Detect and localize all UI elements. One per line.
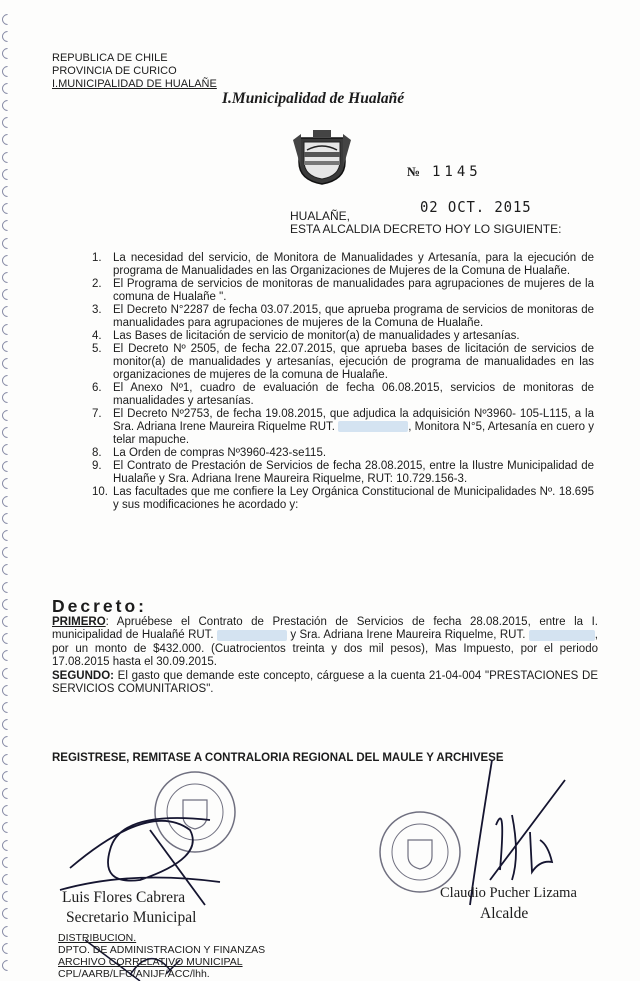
mayor-seal-icon bbox=[380, 812, 460, 892]
binding-ring-icon bbox=[0, 683, 15, 699]
binding-ring-icon bbox=[0, 614, 15, 630]
consideration-item: 9. El Contrato de Prestación de Servicios de fecha 28.08.2015, entre la Ilustre Municipalidad de Hualañe y Sra. Adriana Irene Maureira Riquelme, RUT: 10.729.156-3. bbox=[92, 460, 594, 485]
binding-ring-icon bbox=[0, 700, 15, 716]
binding-ring-icon bbox=[0, 12, 15, 28]
binding-ring-icon bbox=[0, 631, 15, 647]
binding-ring-icon bbox=[0, 786, 15, 802]
binding-ring-icon bbox=[0, 665, 15, 681]
province-line: PROVINCIA DE CURICO bbox=[52, 65, 177, 77]
binding-ring-icon bbox=[0, 717, 15, 733]
mayor-name: Claudio Pucher Lizama bbox=[440, 885, 577, 901]
spiral-binding bbox=[0, 0, 18, 981]
binding-ring-icon bbox=[0, 562, 15, 578]
binding-ring-icon bbox=[0, 769, 15, 785]
secretary-name: Luis Flores Cabrera bbox=[62, 889, 186, 906]
secretary-seal-icon bbox=[155, 772, 235, 852]
binding-ring-icon bbox=[0, 648, 15, 664]
place-and-intro bbox=[290, 210, 561, 236]
binding-ring-icon bbox=[0, 545, 15, 561]
binding-ring-icon bbox=[0, 528, 15, 544]
date-stamp: 02 OCT. 2015 bbox=[420, 198, 532, 216]
binding-ring-icon bbox=[0, 597, 15, 613]
decree-number: 1145 bbox=[432, 164, 482, 180]
consideration-item: 8. La Orden de compras Nº3960-423-se115. bbox=[92, 447, 327, 459]
closing-statement: REGISTRESE, REMITASE A CONTRALORIA REGIONAL DEL MAULE Y ARCHIVESE bbox=[52, 752, 504, 764]
binding-ring-icon bbox=[0, 941, 15, 957]
binding-ring-icon bbox=[0, 855, 15, 871]
decree-intro: ESTA ALCALDIA DECRETO HOY LO SIGUIENTE: bbox=[290, 222, 562, 236]
binding-ring-icon bbox=[0, 339, 15, 355]
consideration-item: 10. Las facultades que me confiere la Ley Orgánica Constitucional de Municipalidades Nº. 18.695 y sus modificaciones he acordado y: bbox=[92, 486, 594, 511]
republic-line: REPUBLICA DE CHILE bbox=[52, 52, 168, 64]
mayor-title: Alcalde bbox=[480, 905, 529, 922]
binding-ring-icon bbox=[0, 734, 15, 750]
binding-ring-icon bbox=[0, 149, 15, 165]
binding-ring-icon bbox=[0, 98, 15, 114]
binding-ring-icon bbox=[0, 115, 15, 131]
binding-ring-icon bbox=[0, 837, 15, 853]
binding-ring-icon bbox=[0, 511, 15, 527]
binding-ring-icon bbox=[0, 29, 15, 45]
binding-ring-icon bbox=[0, 63, 15, 79]
redacted-rut bbox=[529, 630, 595, 641]
binding-ring-icon bbox=[0, 803, 15, 819]
binding-ring-icon bbox=[0, 46, 15, 62]
segundo-paragraph: SEGUNDO: El gasto que demande este concepto, cárguese a la cuenta 21-04-004 "PRESTACIONES DE SERVICIOS COMUNITARIOS". bbox=[52, 669, 598, 696]
distribution-label: DISTRIBUCION. bbox=[58, 932, 137, 944]
consideration-item: 4. Las Bases de licitación de servicio de monitor(a) de manualidades y artesanías. bbox=[92, 330, 520, 342]
binding-ring-icon bbox=[0, 958, 15, 974]
consideration-item: 1. La necesidad del servicio, de Monitora de Manualidades y Artesanía, para la ejecución de programa de Manualidades en las Organizaciones de Mujeres de la Comuna de Hualañe. bbox=[92, 252, 594, 277]
distribution-line: ARCHIVO CORRELATIVO MUNICIPAL bbox=[58, 956, 243, 968]
consideration-item: 6. El Anexo Nº1, cuadro de evaluación de fecha 06.08.2015, servicios de monitoras de manualidades y artesanías. bbox=[92, 382, 594, 407]
binding-ring-icon bbox=[0, 218, 15, 234]
binding-ring-icon bbox=[0, 889, 15, 905]
binding-ring-icon bbox=[0, 459, 15, 475]
binding-ring-icon bbox=[0, 425, 15, 441]
distribution-initials: CPL/AARB/LFC/ANIJF/ACC/lhh. bbox=[58, 968, 210, 980]
binding-ring-icon bbox=[0, 493, 15, 509]
binding-ring-icon bbox=[0, 201, 15, 217]
binding-ring-icon bbox=[0, 167, 15, 183]
mayor-signature-icon bbox=[470, 760, 565, 905]
decreto-heading: Decreto: bbox=[52, 596, 147, 616]
decree-number-prefix: № bbox=[407, 164, 421, 179]
binding-ring-icon bbox=[0, 253, 15, 269]
binding-ring-icon bbox=[0, 287, 15, 303]
binding-ring-icon bbox=[0, 321, 15, 337]
consideration-item: 7. El Decreto Nº2753, de fecha 19.08.2015, que adjudica la adquisición Nº3960- 105-L115, a la Sra. Adriana Irene Maureira Riquelme RUT. , Monitora N°5, Artesanía en cuero y telar mapuche. bbox=[92, 408, 594, 446]
distribution-block bbox=[58, 932, 265, 980]
decree-body bbox=[52, 616, 598, 696]
binding-ring-icon bbox=[0, 442, 15, 458]
consideration-item: 2. El Programa de servicios de monitoras de manualidades para agrupaciones de mujeres de la comuna de Hualañe ". bbox=[92, 278, 594, 303]
binding-ring-icon bbox=[0, 373, 15, 389]
consideration-item: 3. El Decreto N°2287 de fecha 03.07.2015, que aprueba programa de servicios de monitoras de manualidades para agrupaciones de mujeres de la Comuna de Hualañe. bbox=[92, 304, 594, 329]
municipality-title: I.Municipalidad de Hualañé bbox=[222, 90, 405, 107]
primero-paragraph: PRIMERO: Apruébese el Contrato de Prestación de Servicios de fecha 28.08.2015, entre la I. municipalidad de Hualañé RUT. y Sra. Adriana Irene Maureira Riquelme, RUT. , por un monto de $432.000. (Cuatrocientos treinta y dos mil pesos), Mas Impuesto, por el periodo 17.08.2015 hasta el 30.09.2015. bbox=[52, 616, 598, 669]
distribution-line: DPTO. DE ADMINISTRACION Y FINANZAS bbox=[58, 944, 266, 956]
binding-ring-icon bbox=[0, 751, 15, 767]
binding-ring-icon bbox=[0, 407, 15, 423]
secretary-title: Secretario Municipal bbox=[66, 909, 197, 926]
binding-ring-icon bbox=[0, 132, 15, 148]
binding-ring-icon bbox=[0, 923, 15, 939]
place-name: HUALAÑE, bbox=[290, 209, 351, 223]
binding-ring-icon bbox=[0, 184, 15, 200]
binding-ring-icon bbox=[0, 872, 15, 888]
considerations-list bbox=[92, 252, 594, 512]
binding-ring-icon bbox=[0, 235, 15, 251]
consideration-item: 5. El Decreto Nº 2505, de fecha 22.07.2015, que aprueba bases de licitación de servicios de monitor(a) de manualidades y artesanías, ejecución de programa de manualidades en las organizaciones de mujeres de la comuna de Hualañe. bbox=[92, 343, 594, 381]
binding-ring-icon bbox=[0, 270, 15, 286]
letterhead bbox=[52, 52, 217, 91]
municipality-line: I.MUNICIPALIDAD DE HUALAÑE bbox=[52, 78, 217, 90]
binding-ring-icon bbox=[0, 81, 15, 97]
municipal-crest-icon bbox=[291, 128, 353, 186]
binding-ring-icon bbox=[0, 820, 15, 836]
redacted-rut bbox=[338, 421, 408, 432]
binding-ring-icon bbox=[0, 356, 15, 372]
binding-ring-icon bbox=[0, 579, 15, 595]
binding-ring-icon bbox=[0, 906, 15, 922]
binding-ring-icon bbox=[0, 390, 15, 406]
redacted-rut bbox=[217, 630, 287, 641]
binding-ring-icon bbox=[0, 304, 15, 320]
binding-ring-icon bbox=[0, 476, 15, 492]
